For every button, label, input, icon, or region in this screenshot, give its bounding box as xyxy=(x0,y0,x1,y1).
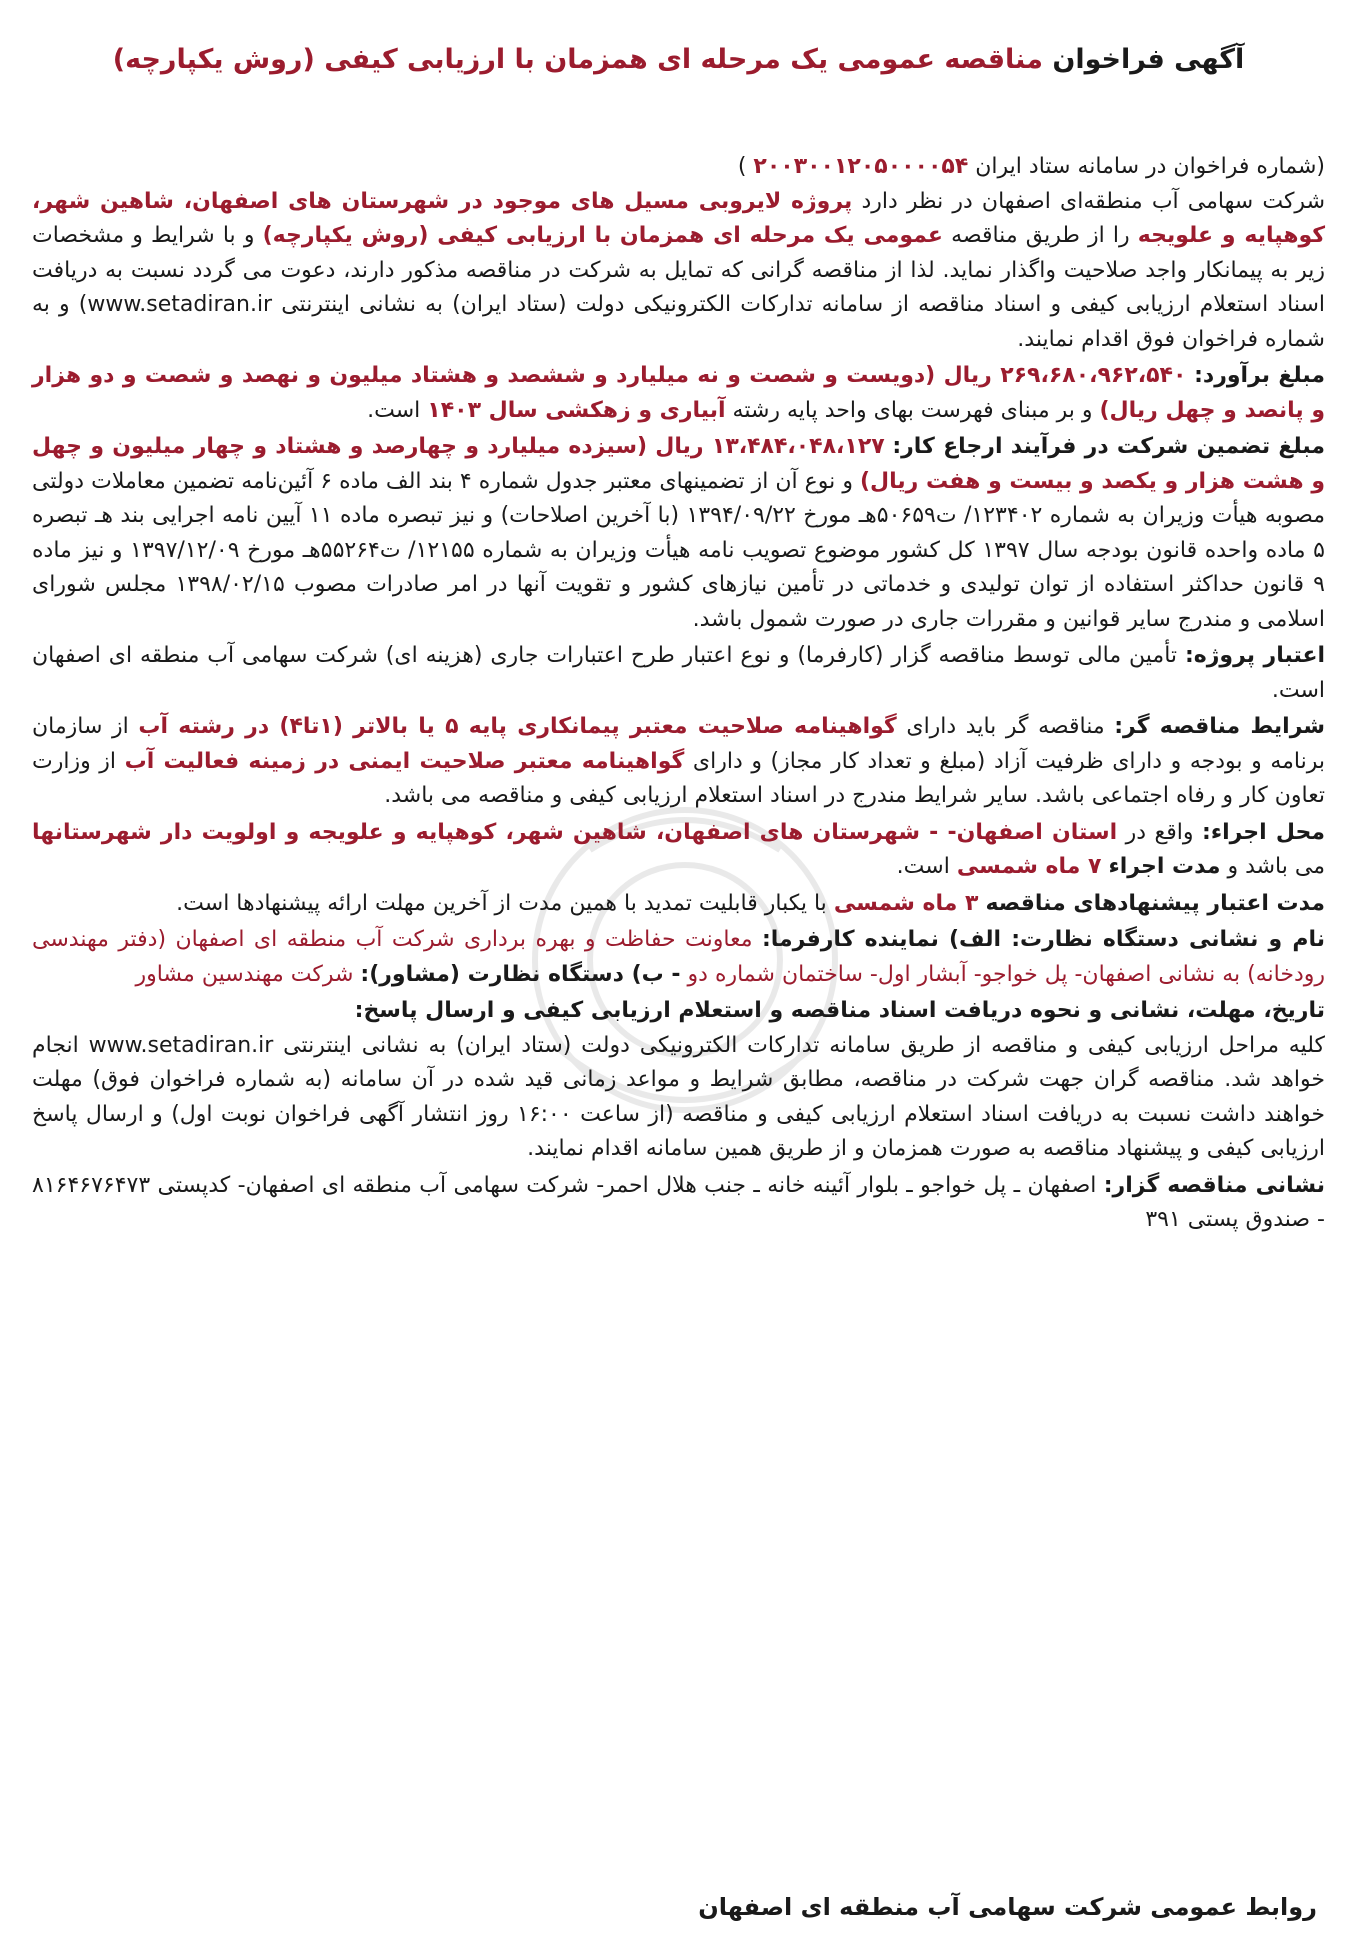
reference-prefix: (شماره فراخوان در سامانه ستاد ایران xyxy=(975,154,1325,179)
setadiran-link-2[interactable]: www.setadiran.ir xyxy=(88,1032,274,1058)
conditions-paragraph xyxy=(32,710,1325,814)
estimate-end: است. xyxy=(367,397,421,423)
credit-label: اعتبار پروژه: xyxy=(1184,643,1326,668)
location-label: محل اجراء: xyxy=(1202,819,1325,845)
address-label: نشانی مناقصه گزار: xyxy=(1103,1172,1325,1198)
reference-number: ۲۰۰۳۰۰۱۲۰۵۰۰۰۰۵۴ xyxy=(753,154,969,179)
location-paragraph xyxy=(32,816,1325,885)
location-end: است. xyxy=(896,854,950,879)
estimate-label: مبلغ برآورد: xyxy=(1194,363,1325,388)
notice-body xyxy=(32,150,1325,1238)
address-paragraph xyxy=(32,1169,1325,1238)
intro-text-f: و به شماره فراخوان فوق اقدام نمایند. xyxy=(32,292,1325,352)
consultant-value: شرکت مهندسین مشاور xyxy=(135,961,354,987)
reference-suffix: ) xyxy=(737,154,747,179)
address-text: اصفهان ـ پل خواجو ـ بلوار آئینه خانه ـ جنب هلال احمر- شرکت سهامی آب منطقه ای اصفهان- کدپستی ۸۱۶۴۶۷۶۴۷۳ - صندوق پستی ۳۹۱ xyxy=(32,1172,1325,1232)
footer-signature: روابط عمومی شرکت سهامی آب منطقه ای اصفهان xyxy=(698,1893,1317,1921)
intro-paragraph xyxy=(32,185,1325,358)
guarantee-amount: ۱۳،۴۸۴،۰۴۸،۱۲۷ ریال (سیزده میلیارد و چهارصد و هشتاد و چهار میلیون و چهل و هشت هزار و یکصد و بیست و هفت ریال) xyxy=(32,434,1325,494)
conditions-text-e: از وزارت تعاون کار و رفاه اجتماعی باشد. سایر شرایط مندرج در اسناد استعلام ارزیابی کیفی و مناقصه می باشد. xyxy=(32,748,1325,808)
schedule-paragraph xyxy=(32,994,1325,1167)
validity-text: با یکبار قابلیت تمدید با همین مدت از آخرین مهلت ارائه پیشنهادها است. xyxy=(176,890,827,916)
employer-representative: معاونت حفاظت و بهره برداری شرکت آب منطقه ای اصفهان (دفتر مهندسی رودخانه) به نشانی اصفهان- پل خواجو- آبشار اول- ساختمان شماره دو xyxy=(32,927,1325,987)
estimate-paragraph xyxy=(32,359,1325,428)
conditions-text-c: از سازمان برنامه و بودجه و دارای ظرفیت آزاد (مبلغ و تعداد کار مجاز) و دارای xyxy=(32,714,1325,774)
intro-text-a: شرکت سهامی آب منطقه‌ای اصفهان در نظر دارد xyxy=(861,188,1325,214)
validity-label: مدت اعتبار پیشنهادهای مناقصه xyxy=(985,890,1325,916)
guarantee-text: و نوع آن از تضمینهای معتبر جدول شماره ۴ بند الف ماده ۶ آئین‌نامه تضمین معاملات دولتی مصوبه هیأت وزیران به شماره ۱۲۳۴۰۲/ ت۵۰۶۵۹هـ مورخ ۱۳۹۴/۰۹/۲۲ (با آخرین اصلاحات) و نیز تبصره ماده ۱۱ آیین نامه اجرایی بند هـ تبصره ۵ ماده واحده قانون بودجه سال ۱۳۹۷ کل کشور موضوع تصویب نامه هیأت وزیران به شماره ۱۲۱۵۵/ ت۵۵۲۶۴هـ مورخ ۱۳۹۷/۱۲/۰۹ و نیز ماده ۹ قانون حداکثر استفاده از توان تولیدی و خدماتی در تأمین نیازهای کشور و تقویت آنها در امر صادرات مصوب ۱۳۹۸/۰۲/۱۵ مجلس شورای اسلامی و مندرج سایر قوانین و مقررات جاری در صورت شمول باشد. xyxy=(32,468,1325,632)
setadiran-link[interactable]: (www.setadiran.ir xyxy=(78,292,273,317)
conditions-text-a: مناقصه گر باید دارای xyxy=(906,714,1105,739)
estimate-amount: ۲۶۹،۶۸۰،۹۶۲،۵۴۰ ریال (دویست و شصت و نه میلیارد و ششصد و هشتاد میلیون و نهصد و شصت و دو هزار و پانصد و چهل ریال) xyxy=(32,363,1325,423)
duration-value: ۷ ماه شمسی xyxy=(956,854,1102,879)
project-name: پروژه لایروبی مسیل های موجود در شهرستان های اصفهان، شاهین شهر، کوهپایه و علویجه xyxy=(32,188,1326,248)
credit-paragraph xyxy=(32,639,1325,708)
intro-text-c: را از طریق مناقصه xyxy=(951,223,1130,248)
title-main: مناقصه عمومی یک مرحله ای همزمان با ارزیابی کیفی (روش یکپارچه) xyxy=(112,44,1043,75)
guarantee-label: مبلغ تضمین شرکت در فرآیند ارجاع کار: xyxy=(892,434,1325,459)
reference-line xyxy=(32,150,1325,185)
consultant-label: - ب) دستگاه نظارت (مشاور): xyxy=(360,961,681,987)
tender-method: عمومی یک مرحله ای همزمان با ارزیابی کیفی (روش یکپارچه) xyxy=(262,223,943,248)
location-text-c: می باشد و xyxy=(1227,854,1325,879)
estimate-text: و بر مبنای فهرست بهای واحد پایه رشته xyxy=(732,397,1093,423)
duration-label: مدت اجراء xyxy=(1108,854,1221,879)
location-value: استان اصفهان- - شهرستان های اصفهان، شاهین شهر، کوهپایه و علویجه و اولویت دار شهرستانها xyxy=(32,819,1118,845)
location-text-a: واقع در xyxy=(1125,819,1194,845)
validity-paragraph xyxy=(32,887,1325,922)
schedule-text-a: کلیه مراحل ارزیابی کیفی و مناقصه از طریق سامانه تدارکات الکترونیکی دولت (ستاد ایران) به نشانی اینترنتی xyxy=(283,1032,1325,1058)
title-lead: آگهی فراخوان xyxy=(1052,44,1245,75)
credit-text: تأمین مالی توسط مناقصه گزار (کارفرما) و نوع اعتبار طرح اعتبارات جاری (هزینه ای) شرکت سهامی آب منطقه ای اصفهان است. xyxy=(32,643,1325,703)
supervision-label: نام و نشانی دستگاه نظارت: الف) نماینده کارفرما: xyxy=(762,927,1325,952)
notice-title xyxy=(60,44,1297,75)
intro-text-e: و با شرایط و مشخصات زیر به پیمانکار واجد صلاحیت واگذار نماید. لذا از مناقصه گرانی که تمایل به شرکت در مناقصه مذکور دارند، دعوت می گردد نسبت به دریافت اسناد استعلام ارزیابی کیفی و اسناد مناقصه از سامانه تدارکات الکترونیکی دولت (ستاد ایران) به نشانی اینترنتی xyxy=(32,223,1326,317)
contractor-certificate: گواهینامه صلاحیت معتبر پیمانکاری پایه ۵ یا بالاتر (۱تا۴) در رشته آب xyxy=(138,714,897,739)
safety-certificate: گواهینامه معتبر صلاحیت ایمنی در زمینه فعالیت آب xyxy=(124,748,685,774)
supervision-paragraph xyxy=(32,923,1325,992)
validity-value: ۳ ماه شمسی xyxy=(833,890,979,916)
estimate-field: آبیاری و زهکشی سال ۱۴۰۳ xyxy=(427,397,726,423)
conditions-label: شرایط مناقصه گر: xyxy=(1114,714,1326,739)
schedule-heading: تاریخ، مهلت، نشانی و نحوه دریافت اسناد مناقصه و استعلام ارزیابی کیفی و ارسال پاسخ: xyxy=(354,998,1325,1023)
schedule-text-b: انجام خواهد شد. مناقصه گران جهت شرکت در مناقصه، مطابق شرایط و مواعد زمانی قید شده در آن سامانه (به شماره فراخوان فوق) مهلت خواهند داشت نسبت به دریافت اسناد استعلام ارزیابی کیفی و مناقصه (از ساعت ۱۶:۰۰ روز انتشار آگهی فراخوان نوبت اول) و ارسال پاسخ ارزیابی کیفی و پیشنهاد مناقصه به صورت همزمان و از طریق همین سامانه اقدام نمایند. xyxy=(32,1032,1325,1161)
guarantee-paragraph xyxy=(32,430,1325,637)
